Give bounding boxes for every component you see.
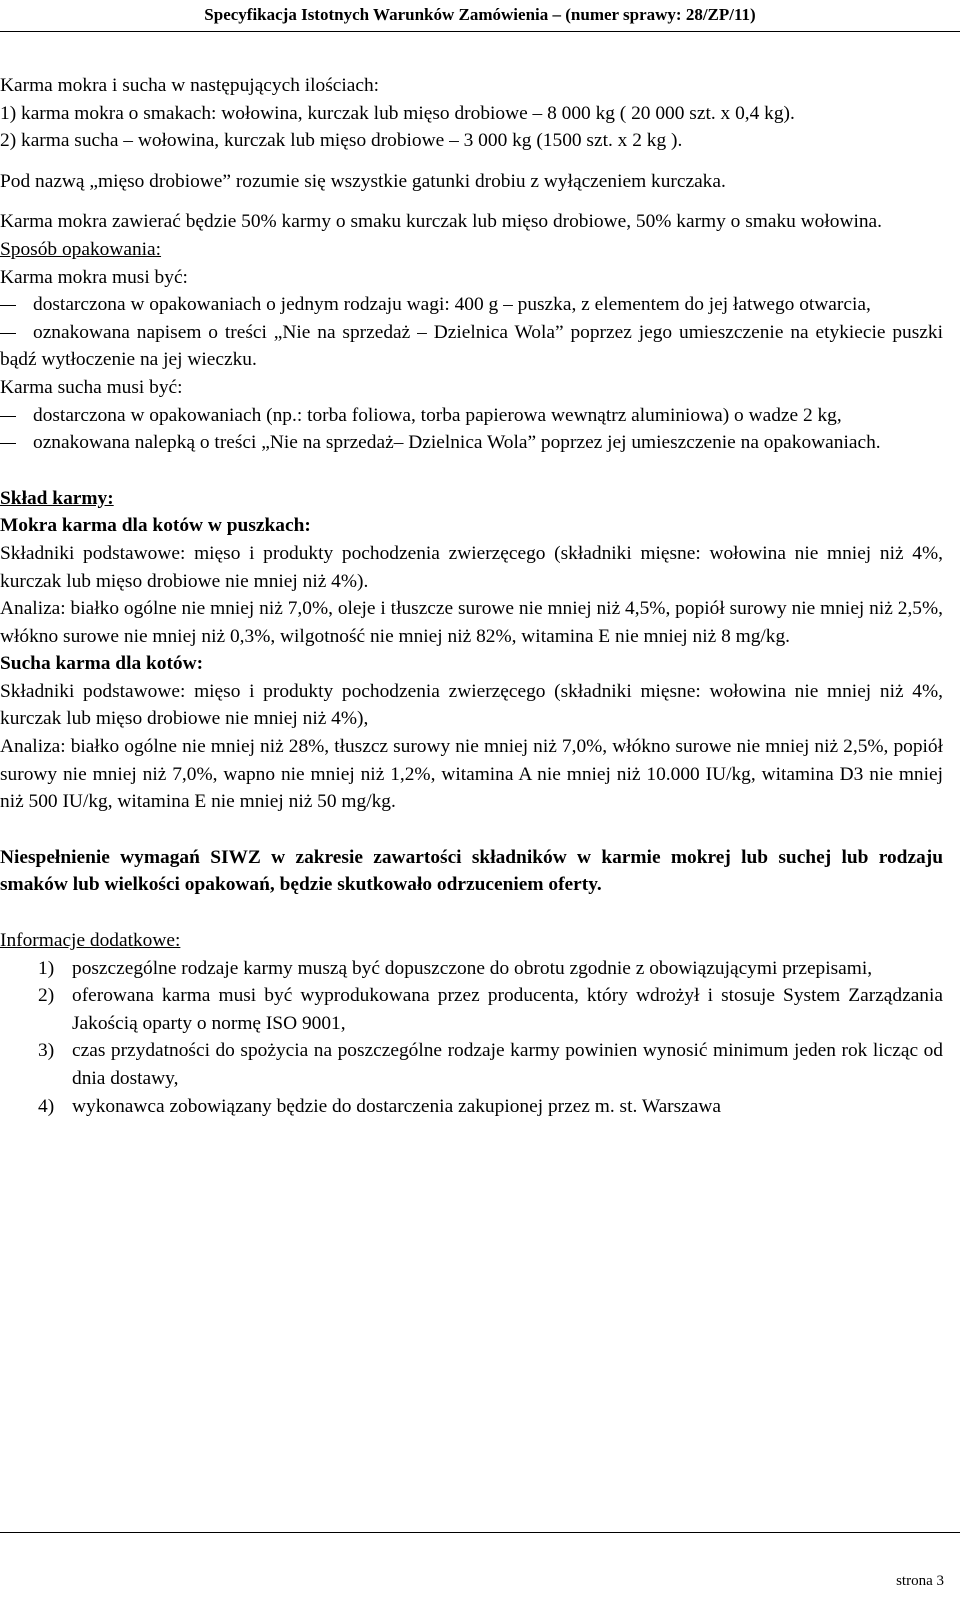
header-divider — [0, 31, 960, 32]
dash-bullet — [0, 416, 16, 417]
list-item — [0, 1037, 943, 1092]
quantity-item-1: 1) karma mokra o smakach: wołowina, kurczak lub mięso drobiowe – 8 000 kg ( 20 000 szt. x 0,4 kg). — [0, 102, 795, 124]
dash-bullet — [0, 333, 16, 334]
page-header: Specyfikacja Istotnych Warunków Zamówienia – (numer sprawy: 28/ZP/11) — [204, 5, 756, 24]
poultry-note: Pod nazwą „mięso drobiowe” rozumie się wszystkie gatunki drobiu z wyłączeniem kurczaka. — [0, 170, 726, 192]
composition-heading: Skład karmy: — [0, 487, 114, 509]
wet-ingredients: Składniki podstawowe: mięso i produkty pochodzenia zwierzęcego (składniki mięsne: wołowina nie mniej niż 4%, kurczak lub mięso drobiowe nie mniej niż 4%). — [0, 542, 943, 592]
list-item — [0, 982, 943, 1037]
footer-divider — [0, 1532, 960, 1533]
wet-food-heading: Mokra karma dla kotów w puszkach: — [0, 515, 311, 537]
list-item — [0, 1093, 943, 1121]
packaging-heading: Sposób opakowania: — [0, 238, 162, 260]
dash-bullet — [0, 443, 16, 444]
dry-requirement-1-text: dostarczona w opakowaniach (np.: torba foliowa, torba papierowa wewnątrz aluminiowa) o wadze 2 kg, — [33, 404, 842, 426]
list-item-text: oferowana karma musi być wyprodukowana przez producenta, który wdrożył i stosuje System Zarządzania Jakością oparty o normę ISO 9001, — [72, 985, 943, 1034]
wet-requirement-2 — [0, 319, 943, 374]
list-item-text: wykonawca zobowiązany będzie do dostarczenia zakupionej przez m. st. Warszawa — [72, 1095, 721, 1117]
list-item — [0, 955, 943, 983]
additional-info-list — [0, 955, 943, 1121]
wet-must-label: Karma mokra musi być: — [0, 266, 188, 288]
list-item-number: 1) — [38, 957, 55, 979]
dry-requirement-1 — [0, 402, 943, 430]
dry-ingredients: Składniki podstawowe: mięso i produkty pochodzenia zwierzęcego (składniki mięsne: wołowina nie mniej niż 4%, kurczak lub mięso drobiowe nie mniej niż 4%), — [0, 680, 943, 730]
list-item-number: 4) — [38, 1095, 55, 1117]
dash-bullet — [0, 305, 16, 306]
document-body — [0, 72, 943, 1120]
wet-analysis: Analiza: białko ogólne nie mniej niż 7,0%, oleje i tłuszcze surowe nie mniej niż 4,5%, popiół surowy nie mniej niż 2,5%, włókno surowe nie mniej niż 0,3%, wilgotność nie mniej niż 82%, witamina E nie mniej niż 8 mg/kg. — [0, 598, 943, 647]
quantity-item-2: 2) karma sucha – wołowina, kurczak lub mięso drobiowe – 3 000 kg (1500 szt. x 2 kg ). — [0, 130, 683, 152]
list-item-number: 2) — [38, 985, 55, 1007]
intro-text: Karma mokra i sucha w następujących ilościach: — [0, 75, 380, 96]
list-item-text: poszczególne rodzaje karmy muszą być dopuszczone do obrotu zgodnie z obowiązującymi przepisami, — [72, 957, 873, 979]
dry-must-label: Karma sucha musi być: — [0, 376, 183, 398]
dry-requirement-2-text: oznakowana nalepką o treści „Nie na sprzedaż– Dzielnica Wola” poprzez jej umieszczenie na opakowaniach. — [33, 432, 881, 454]
wet-requirement-2-text: oznakowana napisem o treści „Nie na sprzedaż – Dzielnica Wola” poprzez jego umieszczenie na etykiecie puszki bądź wytłoczenie na jej wieczku. — [0, 321, 943, 371]
wet-mix-note: Karma mokra zawierać będzie 50% karmy o smaku kurczak lub mięso drobiowe, 50% karmy o smaku wołowina. — [0, 211, 882, 233]
dry-food-heading: Sucha karma dla kotów: — [0, 653, 204, 675]
wet-requirement-1-text: dostarczona w opakowaniach o jednym rodzaju wagi: 400 g – puszka, z elementem do jej łatwego otwarcia, — [33, 294, 871, 316]
page-number: strona 3 — [896, 1573, 944, 1589]
dry-requirement-2 — [0, 429, 943, 457]
list-item-number: 3) — [38, 1040, 55, 1062]
dry-analysis: Analiza: białko ogólne nie mniej niż 28%, tłuszcz surowy nie mniej niż 7,0%, włókno surowe nie mniej niż 2,5%, popiół surowy nie mniej niż 7,0%, wapno nie mniej niż 1,2%, witamina A nie mniej niż 10.000 IU/kg, witamina D3 nie mniej niż 500 IU/kg, witamina E nie mniej niż 50 mg/kg. — [0, 736, 943, 813]
additional-info-heading: Informacje dodatkowe: — [0, 930, 181, 952]
warning-text: Niespełnienie wymagań SIWZ w zakresie zawartości składników w karmie mokrej lub suchej lub rodzaju smaków lub wielkości opakowań, będzie skutkowało odrzuceniem oferty. — [0, 846, 943, 896]
list-item-text: czas przydatności do spożycia na poszczególne rodzaje karmy powinien wynosić minimum jeden rok licząc od dnia dostawy, — [72, 1040, 943, 1089]
wet-requirement-1 — [0, 291, 943, 319]
